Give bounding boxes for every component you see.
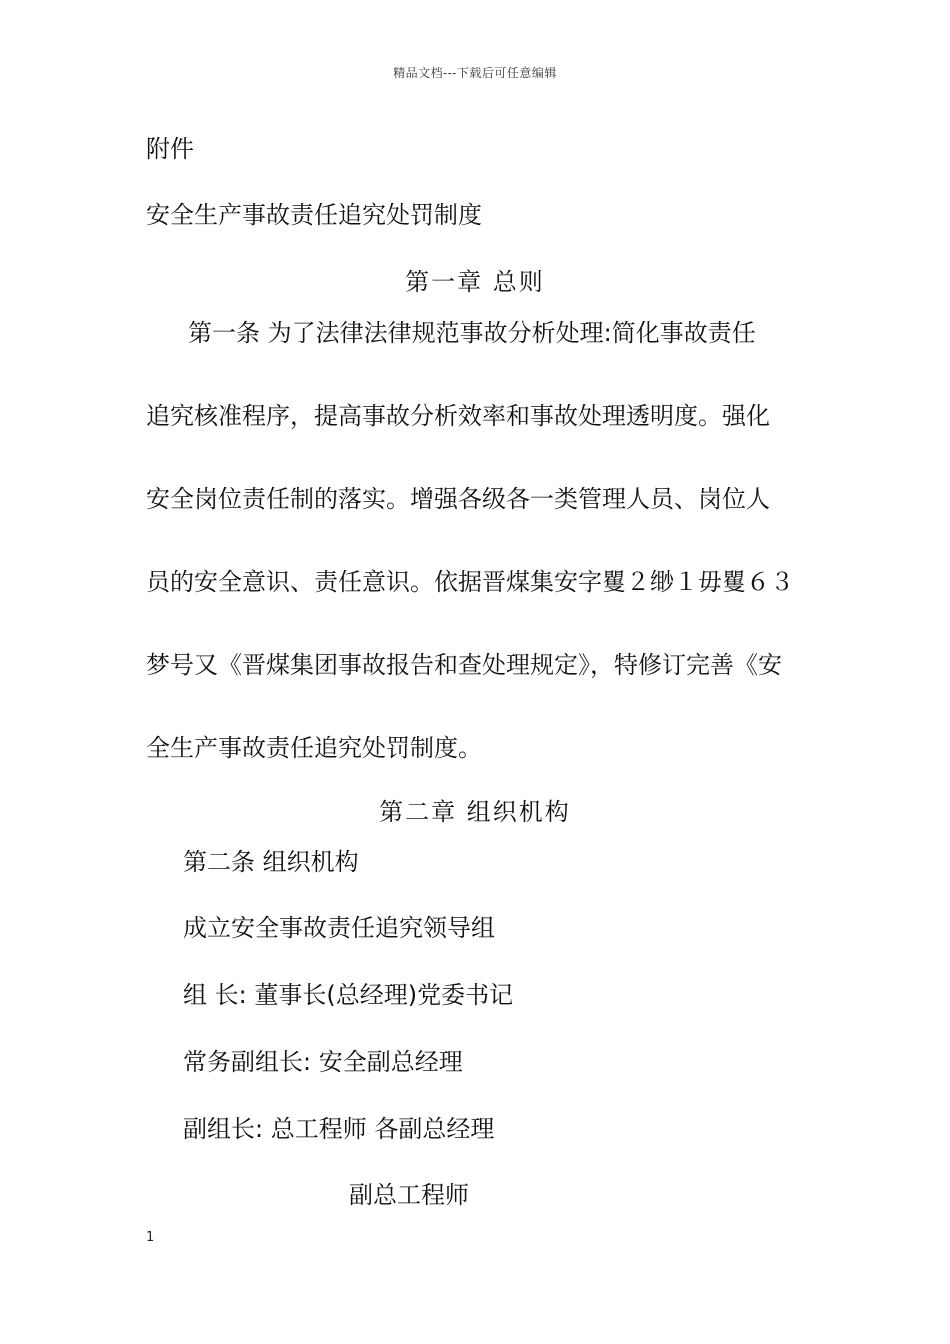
page-number: 1 [146,1230,155,1245]
article-1-line-3: 安全岗位责任制的落实。增强各级各一类管理人员、岗位人 [146,485,770,513]
document-title: 安全生产事故责任追究处罚制度 [146,201,482,229]
page-header: 精品文档---下载后可任意编辑 [393,66,557,80]
chapter-2-heading: 第二章 组织机构 [379,798,571,826]
chapter-1-heading: 第一章 总则 [405,268,545,296]
deputy-chief-engineer: 副总工程师 [349,1181,469,1209]
article-2-line-4: 副组长: 总工程师 各副总经理 [183,1115,495,1143]
article-2-line-1: 成立安全事故责任追究领导组 [183,914,495,942]
article-2-heading: 第二条 组织机构 [183,848,359,876]
article-1-line-1: 第一条 为了法律法律规范事故分析处理:简化事故责任 [188,319,756,347]
article-1-line-2: 追究核准程序，提高事故分析效率和事故处理透明度。强化 [146,402,770,430]
article-2-line-3: 常务副组长: 安全副总经理 [183,1048,463,1076]
article-1-line-4: 员的安全意识、责任意识。依据晋煤集安字矍２缈１毋矍６３ [146,568,794,596]
article-2-line-2: 组 长: 董事长(总经理)党委书记 [183,981,514,1009]
attachment-label: 附件 [146,135,194,163]
article-1-line-6: 全生产事故责任追究处罚制度。 [146,734,482,762]
article-1-line-5: 梦号又《晋煤集团事故报告和查处理规定》，特修订完善《安 [146,651,782,679]
